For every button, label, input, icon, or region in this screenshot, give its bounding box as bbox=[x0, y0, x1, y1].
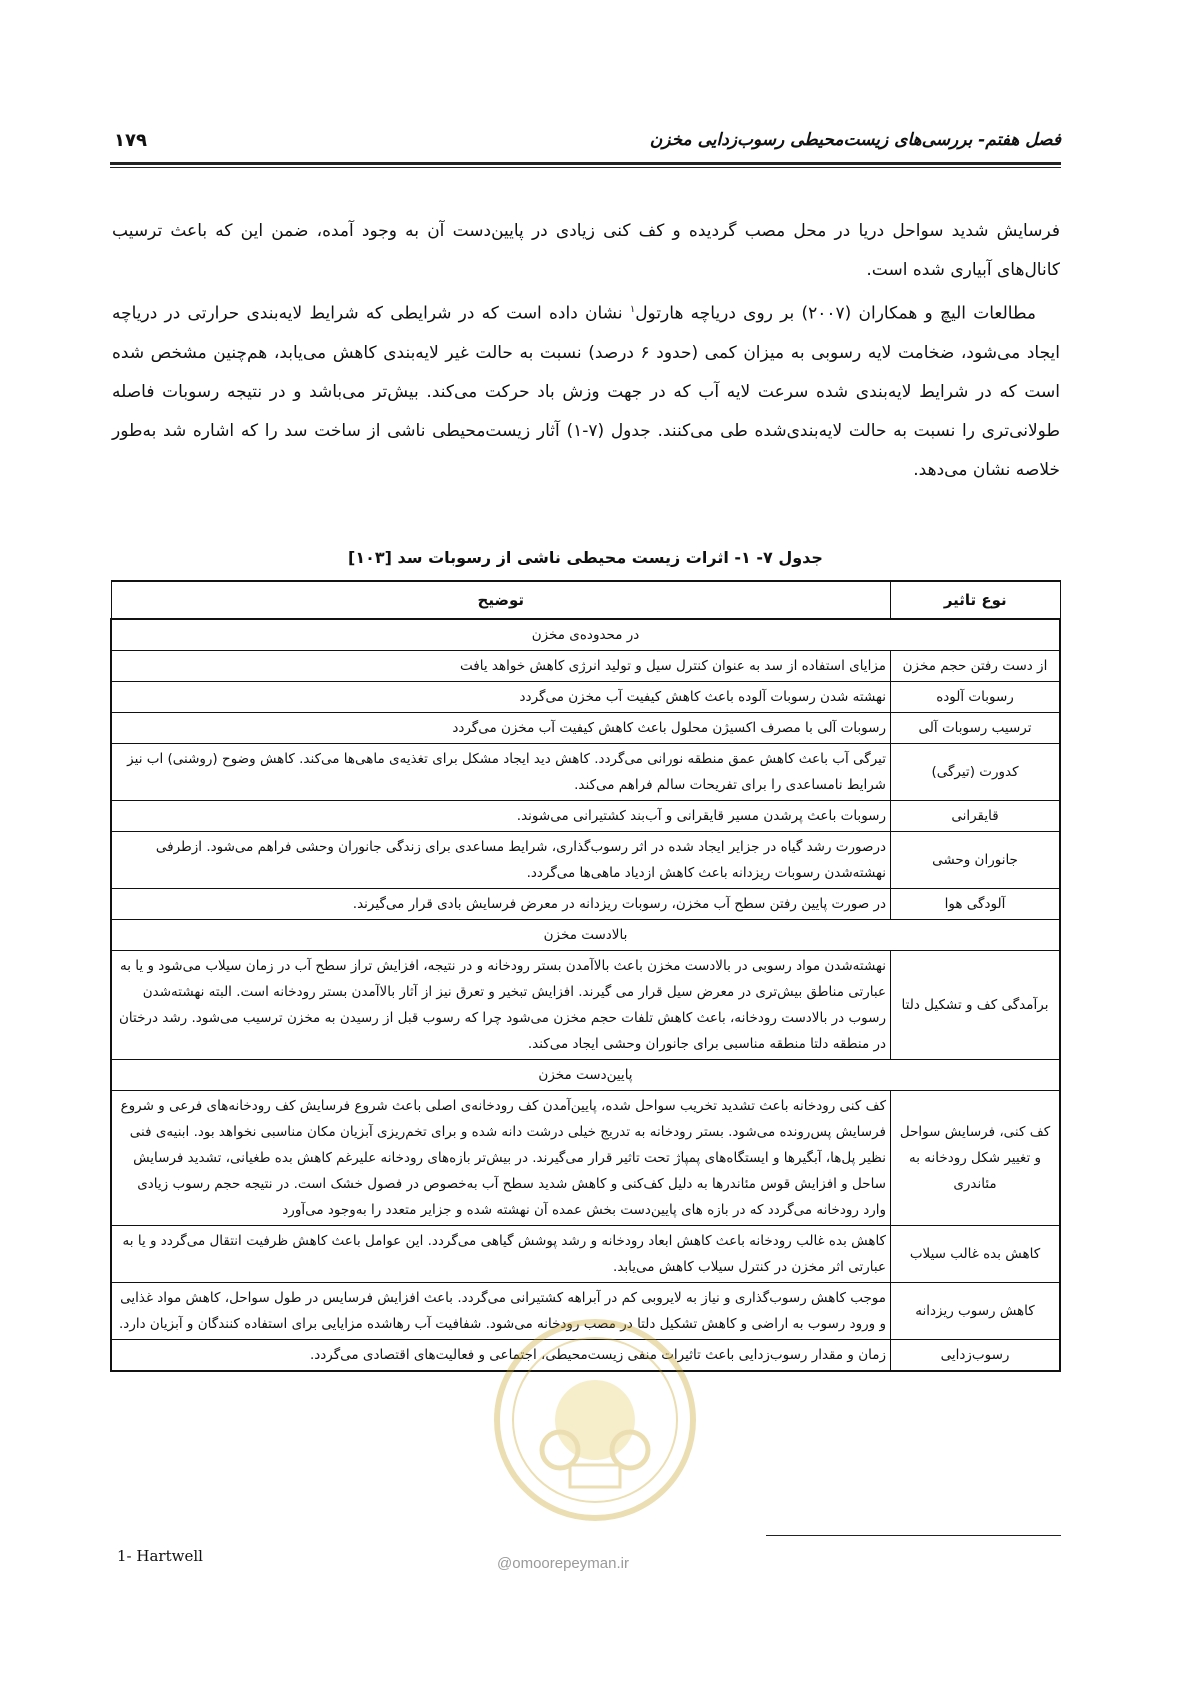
table-row bbox=[111, 1091, 1060, 1226]
page-number: ۱۷۹ bbox=[114, 130, 147, 151]
impact-type: ترسیب رسوبات آلی bbox=[891, 713, 1061, 744]
body-text bbox=[112, 212, 1060, 490]
impact-type: برآمدگی کف و تشکیل دلتا bbox=[891, 951, 1061, 1060]
header-rule bbox=[110, 162, 1061, 165]
impact-desc: نهشته‌شدن مواد رسوبی در بالادست مخزن باعث بالاآمدن بستر رودخانه و در نتیجه، افزایش تراز سطح آب در زمان سیلاب می‌شود و یا به عبارتی مناطق بیش‌تری در معرض سیل قرار می گیرند. افزایش تبخیر و تعرق نیز از آثار بالاآمدن بستر رودخانه است. البته نهشته‌شدن رسوب در بالادست رودخانه، باعث کاهش تلفات حجم مخزن می‌شود چرا که رسوب قبل از رسیدن به مخزن ترسیب می‌شود. رشد درختان در منطقه دلتا منطقه مناسبی برای جانوران وحشی ایجاد می‌کند. bbox=[111, 951, 891, 1060]
header-rule-thin bbox=[110, 167, 1061, 168]
impact-type: از دست رفتن حجم مخزن bbox=[891, 651, 1061, 682]
impact-type: رسوب‌زدایی bbox=[891, 1340, 1061, 1372]
section-row bbox=[111, 619, 1060, 651]
impact-desc: کاهش بده غالب رودخانه باعث کاهش ابعاد رودخانه و رشد پوشش گیاهی می‌گردد. این عوامل باعث کاهش ظرفیت انتقال می‌گردد و یا به عبارتی اثر مخزن در کنترل سیلاب کاهش می‌یابد. bbox=[111, 1226, 891, 1283]
paragraph-2-start: مطالعات الیچ و همکاران (۲۰۰۷) بر روی دریاچه هارتول bbox=[635, 303, 1036, 324]
impact-type: کاهش رسوب ریزدانه bbox=[891, 1283, 1061, 1340]
impacts-table bbox=[110, 580, 1061, 1372]
table-row bbox=[111, 832, 1060, 889]
section-row bbox=[111, 1060, 1060, 1091]
impact-desc: زمان و مقدار رسوب‌زدایی باعث تاثیرات منفی زیست‌محیطی، اجتماعی و فعالیت‌های اقتصادی می‌گردد. bbox=[111, 1340, 891, 1372]
impact-desc: کف کنی رودخانه باعث تشدید تخریب سواحل شده، پایین‌آمدن کف رودخانه‌ی اصلی باعث شروع فرسایش کف رودخانه‌های فرعی و شروع فرسایش پس‌رونده می‌شود. بستر رودخانه به تدریج خیلی درشت دانه شده و برای تخم‌ریزی آبزیان مکان مناسبی نخواهد بود. ابنیه‌ی فنی نظیر پل‌ها، آبگیرها و ایستگاه‌های پمپاژ تحت تاثیر قرار می‌گیرند. در بیش‌تر بازه‌های رودخانه علیرغم کاهش بده طغیانی، تشدید فرسایش ساحل و افزایش قوس مئاندرها به دلیل کف‌کنی و کاهش شدید سطح آب به‌خصوص در فصول خشک است. در نتیجه حجم رسوب زیادی وارد رودخانه می‌گردد که در بازه های پایین‌دست بخش عمده آن نهشته شده و جزایر متعدد را به‌وجود می‌آورد bbox=[111, 1091, 891, 1226]
header-desc: توضیح bbox=[111, 581, 891, 619]
section-label: در محدوده‌ی مخزن bbox=[111, 619, 1060, 651]
impact-type: آلودگی هوا bbox=[891, 889, 1061, 920]
chapter-title: فصل هفتم- بررسی‌های زیست‌محیطی رسوب‌زدایی مخزن bbox=[649, 130, 1061, 150]
table-row bbox=[111, 682, 1060, 713]
section-row bbox=[111, 920, 1060, 951]
section-label: بالادست مخزن bbox=[111, 920, 1060, 951]
table-row bbox=[111, 744, 1060, 801]
impact-type: قایقرانی bbox=[891, 801, 1061, 832]
table-row bbox=[111, 801, 1060, 832]
table-row bbox=[111, 951, 1060, 1060]
impact-desc: رسوبات آلی با مصرف اکسیژن محلول باعث کاهش کیفیت آب مخزن می‌گردد bbox=[111, 713, 891, 744]
table-caption: جدول ۷- ۱- اثرات زیست محیطی ناشی از رسوبات سد [۱۰۳] bbox=[348, 548, 823, 567]
impact-desc: در صورت پایین رفتن سطح آب مخزن، رسوبات ریزدانه در معرض فرسایش بادی قرار می‌گیرند. bbox=[111, 889, 891, 920]
impact-desc: نهشته شدن رسوبات آلوده باعث کاهش کیفیت آب مخزن می‌گردد bbox=[111, 682, 891, 713]
paragraph-2 bbox=[112, 290, 1060, 490]
impact-desc: درصورت رشد گیاه در جزایر ایجاد شده در اثر رسوب‌گذاری، شرایط مساعدی برای زندگی جانوران وحشی فراهم می‌شود. ازطرفی نهشته‌شدن رسوبات ریزدانه باعث کاهش ازدیاد ماهی‌ها می‌گردد. bbox=[111, 832, 891, 889]
section-label: پایین‌دست مخزن bbox=[111, 1060, 1060, 1091]
impact-desc: موجب کاهش رسوب‌گذاری و نیاز به لایروبی کم در آبراهه کشتیرانی می‌گردد. باعث افزایش فرسایس در طول سواحل، کاهش مواد غذایی و ورود رسوب به اراضی و کاهش تشکیل دلتا در مصب رودخانه می‌شود. شفافیت آب رهاشده مزایایی برای استفاده کنندگان و آبزیان دارد. bbox=[111, 1283, 891, 1340]
header-type: نوع تاثیر bbox=[891, 581, 1061, 619]
footnote-divider bbox=[766, 1535, 1061, 1536]
table-row bbox=[111, 889, 1060, 920]
impact-desc: تیرگی آب باعث کاهش عمق منطقه نورانی می‌گردد. کاهش دید ایجاد مشکل برای تغذیه‌ی ماهی‌ها می‌کند. کاهش وضوح (روشنی) اب نیز شرایط نامساعدی را برای تفریحات سالم فراهم می‌کند. bbox=[111, 744, 891, 801]
impact-desc: رسوبات باعث پرشدن مسیر قایقرانی و آب‌بند کشتیرانی می‌شوند. bbox=[111, 801, 891, 832]
footnote: 1- Hartwell bbox=[117, 1547, 203, 1565]
watermark-seal-icon bbox=[490, 1315, 700, 1525]
impact-type: کدورت (تیرگی) bbox=[891, 744, 1061, 801]
paragraph-2-rest: نشان داده است که در شرایطی که شرایط لایه‌بندی حرارتی در دریاچه ایجاد می‌شود، ضخامت لایه رسوبی به میزان کمی (حدود ۶ درصد) نسبت به حالت غیر لایه‌بندی کاهش می‌یابد، هم‌چنین مشخص شده است که در شرایط لایه‌بندی شده سرعت لایه آب که در جهت وزش باد حرکت می‌کند. بیش‌تر می‌باشد و در نتیجه رسوبات فاصله طولانی‌تری را نسبت به حالت لایه‌بندی‌شده طی می‌کنند. جدول (۷-۱) آثار زیست‌محیطی ناشی از ساخت سد را که اشاره شد به‌طور خلاصه نشان می‌دهد. bbox=[112, 303, 1060, 480]
table-row bbox=[111, 651, 1060, 682]
table-row bbox=[111, 1226, 1060, 1283]
table-row bbox=[111, 713, 1060, 744]
impact-type: رسوبات آلوده bbox=[891, 682, 1061, 713]
impact-type: کاهش بده غالب سیلاب bbox=[891, 1226, 1061, 1283]
footnote-ref: ۱ bbox=[629, 304, 636, 315]
watermark-url: @omoorepeyman.ir bbox=[497, 1555, 629, 1572]
paragraph-1: فرسایش شدید سواحل دریا در محل مصب گردیده و کف کنی زیادی در پایین‌دست آن به وجود آمده، ضمن این که باعث ترسیب کانال‌های آبیاری شده است. bbox=[112, 221, 1060, 280]
impact-type: جانوران وحشی bbox=[891, 832, 1061, 889]
impact-desc: مزایای استفاده از سد به عنوان کنترل سیل و تولید انرژی کاهش خواهد یافت bbox=[111, 651, 891, 682]
table-header-row bbox=[111, 581, 1060, 619]
impact-type: کف کنی، فرسایش سواحل و تغییر شکل رودخانه به مئاندری bbox=[891, 1091, 1061, 1226]
page-header bbox=[110, 128, 1061, 170]
